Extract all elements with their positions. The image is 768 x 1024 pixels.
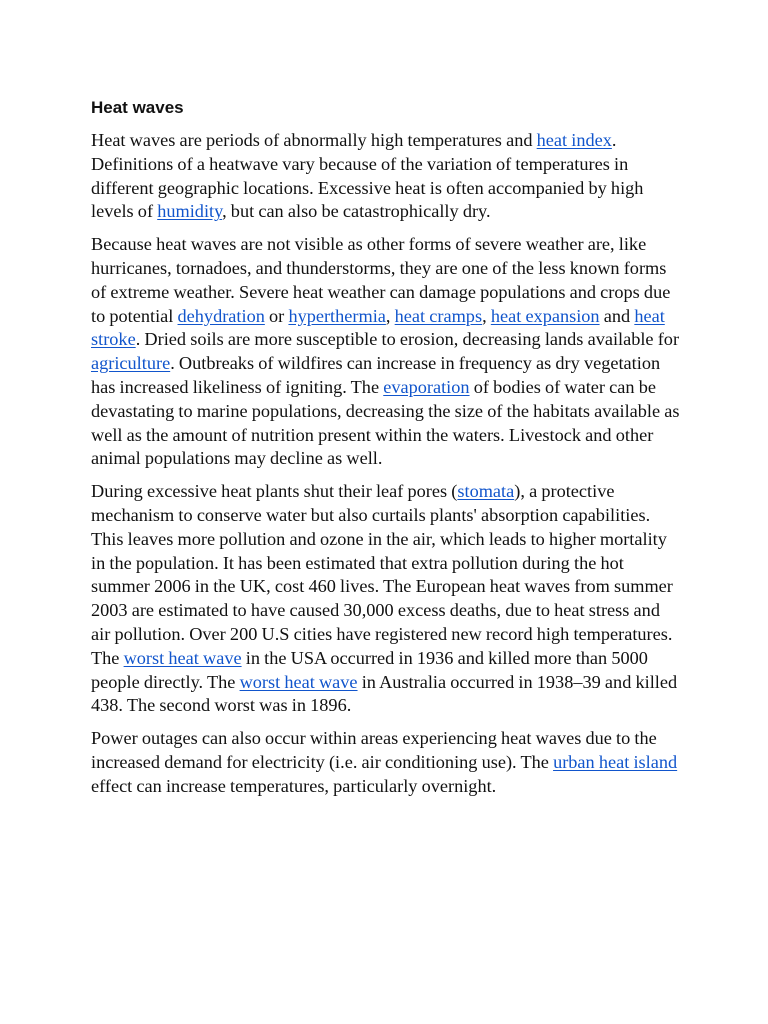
text-run: . Definitions of a heatwave vary because of the variation of temperatures in different geographic locations. Excessive heat is often accompanied by high levels of [91,130,644,222]
paragraph [91,480,683,718]
inline-link[interactable]: worst heat wave [239,671,358,692]
text-run: , but can also be catastrophically dry. [222,201,491,222]
paragraphs-container [91,129,683,799]
inline-link[interactable]: heat expansion [490,305,600,326]
text-run: Power outages can also occur within areas experiencing heat waves due to the increased demand for electricity (i.e. air conditioning use). The [91,728,657,772]
inline-link[interactable]: heat stroke [91,305,665,350]
text-run: in the USA occurred in 1936 and killed more than 5000 people directly. The [91,647,648,692]
text-run: ), a protective mechanism to conserve water but also curtails plants' absorption capabilities. This leaves more pollution and ozone in the air, which leads to higher mortality in the population. It has been estimated that extra pollution during the hot summer 2006 in the UK, cost 460 lives. The European heat waves from summer 2003 are estimated to have caused 30,000 excess deaths, due to heat stress and air pollution. Over 200 U.S cities have registered new record high temperatures. The [91,481,673,668]
inline-link[interactable]: urban heat island [553,751,678,772]
inline-link[interactable]: worst heat wave [123,647,242,668]
text-run: or [264,305,289,326]
text-run: effect can increase temperatures, particularly overnight. [91,775,497,796]
paragraph [91,727,683,798]
inline-link[interactable]: hyperthermia [288,305,386,326]
paragraph [91,233,683,471]
inline-link[interactable]: dehydration [177,305,265,326]
inline-link[interactable]: evaporation [383,376,470,397]
inline-link[interactable]: stomata [457,481,515,502]
text-run: , [385,305,395,326]
paragraph [91,129,683,224]
text-run: Because heat waves are not visible as other forms of severe weather are, like hurricanes, tornadoes, and thunderstorms, they are one of the less known forms of extreme weather. Severe heat weather can damage populations and crops due to potential [91,234,671,326]
text-run: , [482,305,491,326]
inline-link[interactable]: agriculture [91,353,171,374]
text-run: Heat waves are periods of abnormally high temperatures and [91,130,537,150]
text-run: and [599,305,635,326]
text-run: in Australia occurred in 1938–39 and killed 438. The second worst was in 1896. [91,671,678,716]
article-body [91,96,683,808]
text-run: . Dried soils are more susceptible to erosion, decreasing lands available for [135,329,680,350]
inline-link[interactable]: heat cramps [394,305,483,326]
section-heading: Heat waves [91,98,184,117]
text-run: of bodies of water can be devastating to marine populations, decreasing the size of the habitats available as well as the amount of nutrition present within the waters. Livestock and other animal populations may decline as well. [91,376,680,469]
text-run: . Outbreaks of wildfires can increase in frequency as dry vegetation has increased likeliness of igniting. The [91,353,661,397]
text-run: During excessive heat plants shut their leaf pores ( [91,481,458,502]
inline-link[interactable]: humidity [157,201,223,222]
inline-link[interactable]: heat index [536,130,612,150]
